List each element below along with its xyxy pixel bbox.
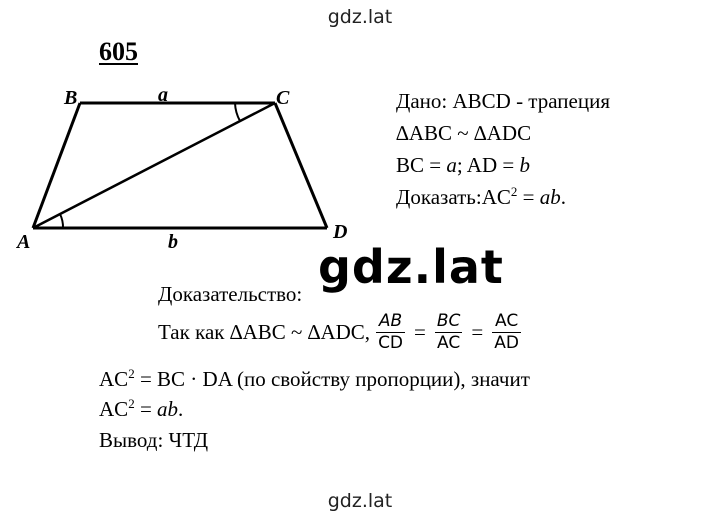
trapezoid-figure: [0, 0, 360, 270]
watermark-center: gdz.lat: [318, 240, 504, 294]
given-line-2: ∆ABC ~ ∆ADC: [396, 121, 532, 145]
proof-conclusion: Вывод: ЧТД: [99, 428, 209, 452]
vertex-label-b: B: [64, 87, 78, 109]
side-ab: [33, 103, 80, 228]
vertex-label-a: A: [17, 231, 31, 253]
ratio-ac-ad: $\frac{AC}{AD}$: [494, 311, 519, 353]
proof-line-4: $AC^2$ = ab.: [99, 396, 184, 421]
ratio-bc-ac: $\frac{BC}{AC}$: [436, 311, 461, 353]
problem-number: 605: [99, 37, 138, 66]
vertex-label-c: C: [276, 87, 290, 109]
angle-arc-c: [235, 103, 240, 121]
vertex-label-d: D: [333, 221, 348, 243]
proof-heading: Доказательство:: [158, 282, 303, 306]
equals-sign: =: [414, 320, 426, 344]
equals-sign: =: [471, 320, 484, 344]
watermark-bottom: gdz.lat: [327, 490, 393, 512]
angle-arc-a: [60, 214, 63, 228]
diagonal-ac: [33, 103, 275, 228]
given-line-3: BC = a; AD = b: [396, 153, 530, 177]
proof-ratio-line: [158, 312, 523, 353]
proof-since-text: Так как ∆ABC ~ ∆ADC,: [158, 320, 371, 344]
side-cd: [275, 103, 327, 228]
given-line-1: Дано: ABCD - трапеция: [396, 89, 610, 113]
side-label-a: a: [158, 84, 168, 106]
ratio-ab-cd: $\frac{AB}{CD}$: [378, 311, 404, 353]
watermark-top: gdz.lat: [327, 6, 393, 28]
side-label-b: b: [168, 231, 178, 253]
prove-statement: $Доказать:AC^2$ = ab.: [396, 184, 566, 209]
proof-line-3: $AC^2$ = BC · DA (по свойству пропорции), значит: [99, 366, 530, 391]
